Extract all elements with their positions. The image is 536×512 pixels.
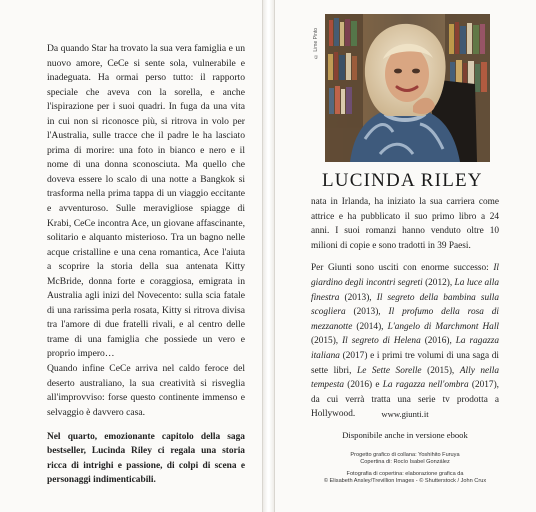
work-year: (2012), xyxy=(422,277,455,288)
works-intro: Per Giunti sono usciti con enorme successo: xyxy=(311,263,494,274)
ebook-notice: Disponibile anche in versione ebook xyxy=(342,430,468,440)
work-title: Le Sette Sorelle xyxy=(357,365,422,376)
work-year: (2013), xyxy=(339,292,377,303)
works-list xyxy=(311,263,499,419)
work-year: (2015), xyxy=(421,365,460,376)
synopsis-paragraph-2: Quando infine CeCe arriva nel caldo feroce del deserto australiano, la sua creatività si risveglia all'improvviso: forse questo continente immenso e selvaggio è davvero casa. xyxy=(47,363,245,418)
credit-line: Progetto grafico di collana: Yoshihito Furuya xyxy=(350,452,460,458)
work-year: (2017), da cui verrà tratta una serie tv prodotta a Hollywood. xyxy=(311,380,500,420)
design-credits xyxy=(311,452,499,486)
credit-line: Fotografia di copertina: elaborazione grafica da xyxy=(346,470,464,477)
synopsis-closing: Nel quarto, emozionante capitolo della saga bestseller, Lucinda Riley ci regala una storia ricca di intrighi e passione, di colpi di scena e personaggi indimenticabili. xyxy=(47,432,245,485)
author-bio xyxy=(311,195,499,422)
synopsis xyxy=(47,42,245,487)
work-title: La luce alla finestra xyxy=(311,277,499,303)
work-year: (2016) e xyxy=(344,380,383,391)
work-year: (2017) e i primi tre volumi di una saga di sette libri, xyxy=(311,350,499,376)
work-title: Ally nella tempesta xyxy=(311,365,499,391)
work-title: Il profumo della rosa di mezzanotte xyxy=(311,307,499,332)
works-paragraph xyxy=(311,261,499,422)
work-title: La ragazza italiana xyxy=(311,336,499,361)
author-photo xyxy=(325,14,490,162)
credit-line: Copertina di: Rocío Isabel González xyxy=(360,459,450,466)
work-year: (2015), xyxy=(311,336,343,347)
work-title: Il segreto di Helena xyxy=(342,336,421,347)
work-title: Il giardino degli incontri segreti xyxy=(311,263,499,288)
credit-line: © Elisabeth Ansley/Trevillion Images - © Shutterstock / John Crux xyxy=(323,478,487,485)
work-year: (2016), xyxy=(420,336,456,347)
work-title: La ragazza nell'ombra xyxy=(382,380,469,391)
work-year: (2013), xyxy=(345,307,389,318)
fold-line-left xyxy=(262,0,263,512)
work-year: (2014), xyxy=(352,321,388,332)
photo-credit: © Lime Pinto xyxy=(313,27,319,59)
left-flap xyxy=(0,0,262,512)
work-title: L'angelo di Marchmont Hall xyxy=(387,321,499,332)
synopsis-paragraph-1: Da quando Star ha trovato la sua vera famiglia e un nuovo amore, CeCe si sente sola, vulnerabile e inadeguata. Ha ormai perso tutto: il rapporto speciale che aveva con la sorella, e anche l'ispirazione per i suoi quadri. In fuga da una vita in cui non si riconosce più, si ritrova in volo per l'Australia, sulle tracce che il padre le ha lasciato prima di morire: una foto in bianco e nero e il nome di una donna sconosciuta. Ma quello che doveva essere lo scalo di una notte a Bangkok si trasforma nella prima tappa di un viaggio eccitante e avventuroso. Sulle meravigliose spiagge di Krabi, CeCe incontra Ace, un giovane affascinante, solitario e alquanto misterioso. Tra un bagno nelle acque cristalline e una cena romantica, Ace l'aiuta a scoprire la storia della sua antenata Kitty McBride, donna forte e coraggiosa, emigrata in Australia agli inizi del Novecento: sulla scia fatale di una rarissima perla rosata, Kitty si ritrova divisa tra l'amore di due fratelli rivali, e al centro delle trame di una famiglia che possiede un vero e proprio impero… xyxy=(47,43,245,360)
work-title: Il segreto della bambina sulla scogliera xyxy=(311,292,499,318)
author-name: LUCINDA RILEY xyxy=(322,170,483,191)
bio-paragraph: nata in Irlanda, ha iniziato la sua carriera come attrice e ha pubblicato il suo primo libro a 24 anni. I suoi romanzi hanno venduto oltre 10 milioni di copie e sono tradotti in 39 Paesi. xyxy=(311,197,499,251)
publisher-website: www.giunti.it xyxy=(381,409,429,419)
